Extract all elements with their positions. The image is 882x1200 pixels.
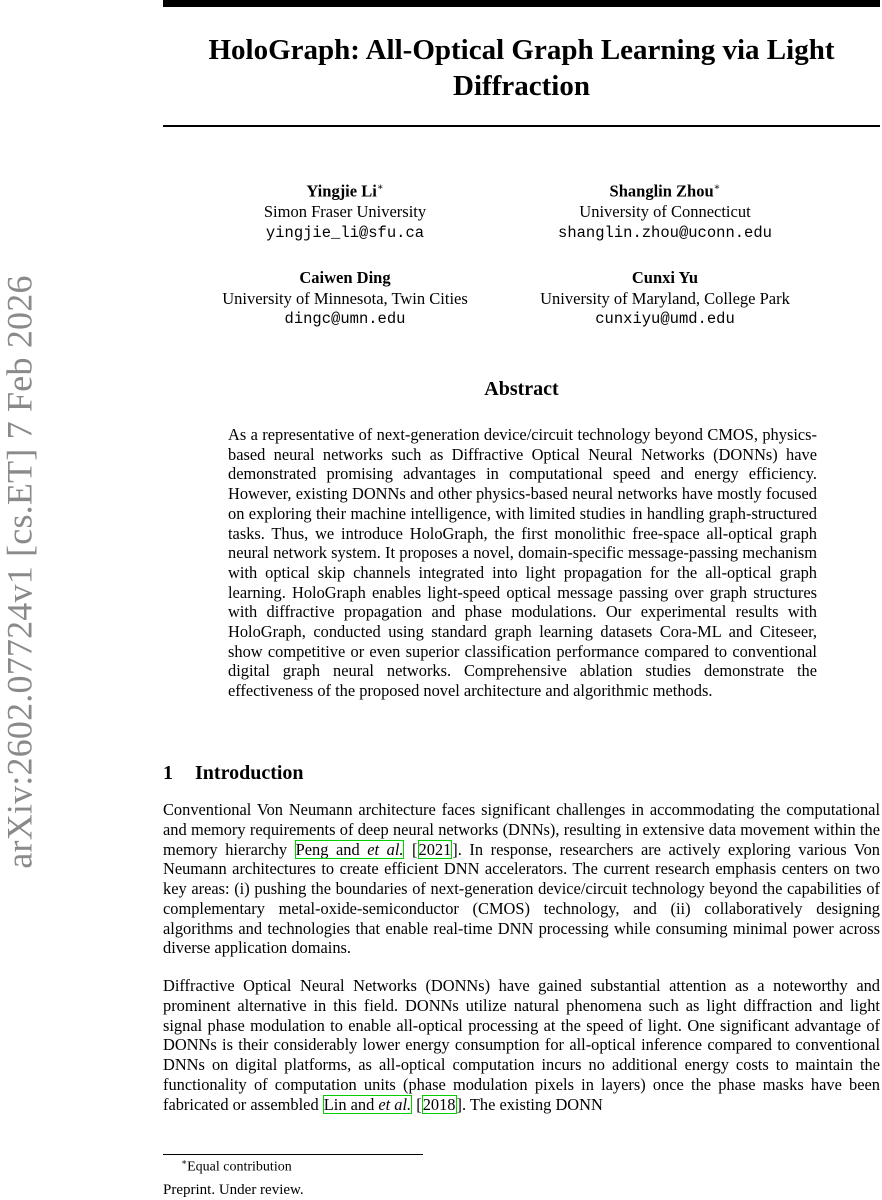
intro-paragraph-2: Diffractive Optical Neural Networks (DONNs) have gained substantial attention as a noteworthy and prominent alternative in this field. DONNs utilize natural phenomena such as light diffraction and light signal phase modulation to enable all-optical processing at the speed of light. One significant advantage of DONNs is their considerably lower energy consumption for all-optical inference compared to conventional DNNs on digital platforms, as all-optical computation incurs no additional energy costs to maintain the functionality of computation units (phase modulation pixels in layers) once the phase masks have been fabricated or assembled Lin and et al. [2018]. The existing DONN [163,976,880,1114]
paragraph-text: . The existing DONN [461,1094,603,1114]
footnote-mark: ∗ [181,1157,188,1167]
author-email[interactable]: cunxiyu@umd.edu [595,310,735,328]
title-line-2: Diffraction [453,70,590,102]
paragraph-text: Conventional Von Neumann architecture faces significant challenges in accommodating the computational and memory requirements of deep neural networks (DNNs), resulting in extensive data movement within the memory hierarchy [163,800,880,859]
author-name: Yingjie Li [306,181,377,201]
citation-year-link[interactable]: 2018 [422,1094,456,1114]
title-top-rule [163,0,880,7]
title-line-1: HoloGraph: All-Optical Graph Learning via Light [208,34,835,66]
section-heading-introduction [163,762,304,785]
author-affiliation: University of Minnesota, Twin Cities [222,288,468,308]
section-title: Introduction [195,762,304,784]
footnote-rule [163,1154,423,1155]
author-affiliation: University of Connecticut [579,202,751,221]
citation-link[interactable]: Peng and et al. [295,839,404,859]
author-name: Caiwen Ding [299,268,391,287]
author-block-4 [520,268,810,330]
arxiv-stamp-text: arXiv:2602.07724v1 [cs.ET] 7 Feb 2026 [0,275,41,869]
abstract-heading: Abstract [484,378,559,400]
footnote [181,1157,292,1176]
author-email[interactable]: yingjie_li@sfu.ca [265,223,425,242]
page-footer: Preprint. Under review. [163,1182,304,1198]
section-number: 1 [163,762,173,784]
title-bottom-rule [163,125,880,127]
author-block-1 [200,178,490,243]
author-email[interactable]: dingc@umn.edu [284,310,406,328]
intro-paragraph-1: Conventional Von Neumann architecture faces significant challenges in accommodating the computational and memory requirements of deep neural networks (DNNs), resulting in extensive data movement within the memory hierarchy Peng and et al. [2021]. In response, researchers are actively exploring various Von Neumann architectures to create efficient DNN accelerators. The current research emphasis centers on two key areas: (i) pushing the boundaries of next-generation device/circuit technology beyond the capabilities of complementary metal-oxide-semiconductor (CMOS) technology, and (ii) collaboratively designing algorithms and technologies that enable real-time DNN processing while consuming minimal power across diverse application domains. [163,800,880,958]
paragraph-text: . In response, researchers are actively exploring various Von Neumann architectures to create efficient DNN accelerators. The current research emphasis centers on two key areas: (i) pushing the boundaries of next-generation device/circuit technology beyond the capabilities of complementary metal-oxide-semiconductor (CMOS) technology, and (ii) collaboratively designing algorithms and technologies that enable real-time DNN processing while consuming minimal power across diverse application domains. [163,839,880,958]
author-email[interactable]: shanglin.zhou@uconn.edu [558,223,772,242]
abstract-text: As a representative of next-generation device/circuit technology beyond CMOS, physics-based neural networks such as Diffractive Optical Neural Networks (DONNs) have demonstrated promising advantages in computational speed and energy efficiency. However, existing DONNs and other physics-based neural networks have mostly focused on exploring their machine intelligence, with limited studies in handling graph-structured tasks. Thus, we introduce HoloGraph, the first monolithic free-space all-optical graph neural network system. It proposes a novel, domain-specific message-passing mechanism with optical skip channels integrated into light propagation for the all-optical graph learning. HoloGraph enables light-speed optical message passing over graph structures with diffractive propagation and phase modulations. Our experimental results with HoloGraph, conducted using standard graph learning datasets Cora-ML and Citeseer, show competitive or even superior classification performance compared to conventional digital graph neural networks. Comprehensive ablation studies demonstrate the effectiveness of the proposed novel architecture and algorithmic methods. [228,425,817,701]
paper-title [163,32,880,104]
citation-link[interactable]: Lin and et al. [323,1094,412,1114]
citation-year-link[interactable]: 2021 [418,839,452,859]
footnote-text: Equal contribution [187,1159,292,1175]
paragraph-text: Diffractive Optical Neural Networks (DONNs) have gained substantial attention as a noteworthy and prominent alternative in this field. DONNs utilize natural phenomena such as light diffraction and light signal phase modulation to enable all-optical processing at the speed of light. One significant advantage of DONNs is their considerably lower energy consumption for all-optical inference compared to conventional DNNs on digital platforms, as all-optical computation incurs no additional energy costs to maintain the functionality of computation units (phase modulation pixels in layers) once the phase masks have been fabricated or assembled [163,976,880,1114]
equal-contribution-mark: ∗ [376,182,384,193]
author-affiliation: University of Maryland, College Park [540,288,790,308]
author-block-2 [520,178,810,243]
author-name: Shanglin Zhou [609,181,714,201]
author-affiliation: Simon Fraser University [263,202,427,221]
author-name: Cunxi Yu [631,268,699,287]
author-block-3 [200,268,490,330]
equal-contribution-mark: ∗ [713,182,721,193]
arxiv-side-stamp [0,262,41,882]
